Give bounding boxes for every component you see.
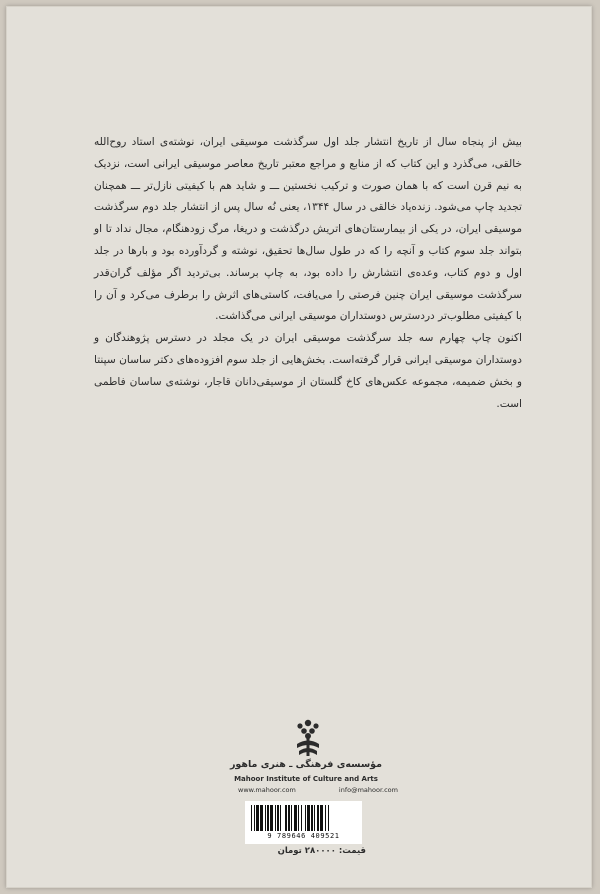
publisher-name-fa: مؤسسه‌ی فرهنگی ـ هنری ماهور xyxy=(229,759,383,770)
back-cover-blurb xyxy=(94,132,522,415)
barcode-bar xyxy=(317,805,319,831)
barcode-bar xyxy=(291,805,292,831)
barcode-bar xyxy=(328,805,329,831)
barcode-bar xyxy=(260,805,262,831)
barcode-bar xyxy=(307,805,310,831)
publisher-email[interactable]: info@mahoor.com xyxy=(338,786,398,794)
barcode-bar xyxy=(305,805,306,831)
blurb-paragraph-1: بیش از پنجاه سال از تاریخ انتشار جلد اول سرگذشت موسیقی ایران، نوشته‌ی استاد روح‌الله خالقی، می‌گذرد و این کتاب که از منابع و مراجع معتبر تاریخ معاصر موسیقی ایرانی است، نزدیک به نیم قرن است که با همان صورت و ترکیب نخستین ـــ و شاید هم با کیفیتی نازل‌تر ـــ همچنان تجدید چاپ می‌شود. زنده‌یاد خالقی در سال ۱۳۴۴، یعنی نُه سال پس از انتشار جلد دوم سرگذشت موسیقی ایران، در یکی از بیمارستان‌های اتریش درگذشت و دریغا، مرگ زودهنگام، مجال نداد تا او بتواند جلد سوم کتاب و آنچه را که در طول سال‌ها تحقیق، نوشته و گردآورده بود و بارها در جلد اول و دوم کتاب، وعده‌ی انتشارش را داده بود، به چاپ برساند. بی‌تردید اگر مؤلف گران‌قدر سرگذشت موسیقی ایران چنین فرصتی را می‌یافت، کاستی‌های اثرش را برطرف می‌کرد و آن را با کیفیتی مطلوب‌تر دردسترس دوستداران موسیقی ایرانی می‌گذاشت. xyxy=(94,136,522,323)
barcode-bar xyxy=(256,805,259,831)
barcode-bar xyxy=(275,805,276,831)
barcode-bar xyxy=(267,805,269,831)
barcode-bar xyxy=(294,805,297,831)
barcode-bar xyxy=(311,805,313,831)
price-label: قیمت: ۲۸۰۰۰۰ تومان xyxy=(277,846,366,856)
barcode-bar xyxy=(280,805,281,831)
mahoor-logo-icon xyxy=(263,718,353,758)
barcode-bar xyxy=(325,805,326,831)
barcode-bar xyxy=(251,805,252,831)
barcode-number: 9 789646 409521 xyxy=(267,832,340,840)
isbn-barcode xyxy=(245,801,362,844)
barcode-bar xyxy=(298,805,299,831)
publisher-contacts xyxy=(238,786,398,794)
barcode-bar xyxy=(265,805,266,831)
barcode-bar xyxy=(320,805,323,831)
barcode-bar xyxy=(301,805,302,831)
barcode-bar xyxy=(314,805,315,831)
barcode-bar xyxy=(288,805,290,831)
barcode-bar xyxy=(270,805,273,831)
publisher-name-en: Mahoor Institute of Culture and Arts xyxy=(234,775,378,783)
barcode-bar xyxy=(277,805,279,831)
barcode-bar xyxy=(254,805,255,831)
blurb-paragraph-2: اکنون چاپ چهارم سه جلد سرگذشت موسیقی ایران در یک مجلد در دسترس پژوهندگان و دوستداران موسیقی ایرانی قرار گرفته‌است. بخش‌هایی از جلد سوم افزوده‌های دکتر ساسان سپنتا و بخش ضمیمه، مجموعه عکس‌های کاخ گلستان از موسیقی‌دانان قاجار، نوشته‌ی ساسان فاطمی است. xyxy=(94,332,522,410)
barcode-bars xyxy=(251,805,356,831)
barcode-bar xyxy=(285,805,287,831)
book-back-cover xyxy=(6,6,592,888)
publisher-website[interactable]: www.mahoor.com xyxy=(238,786,296,794)
